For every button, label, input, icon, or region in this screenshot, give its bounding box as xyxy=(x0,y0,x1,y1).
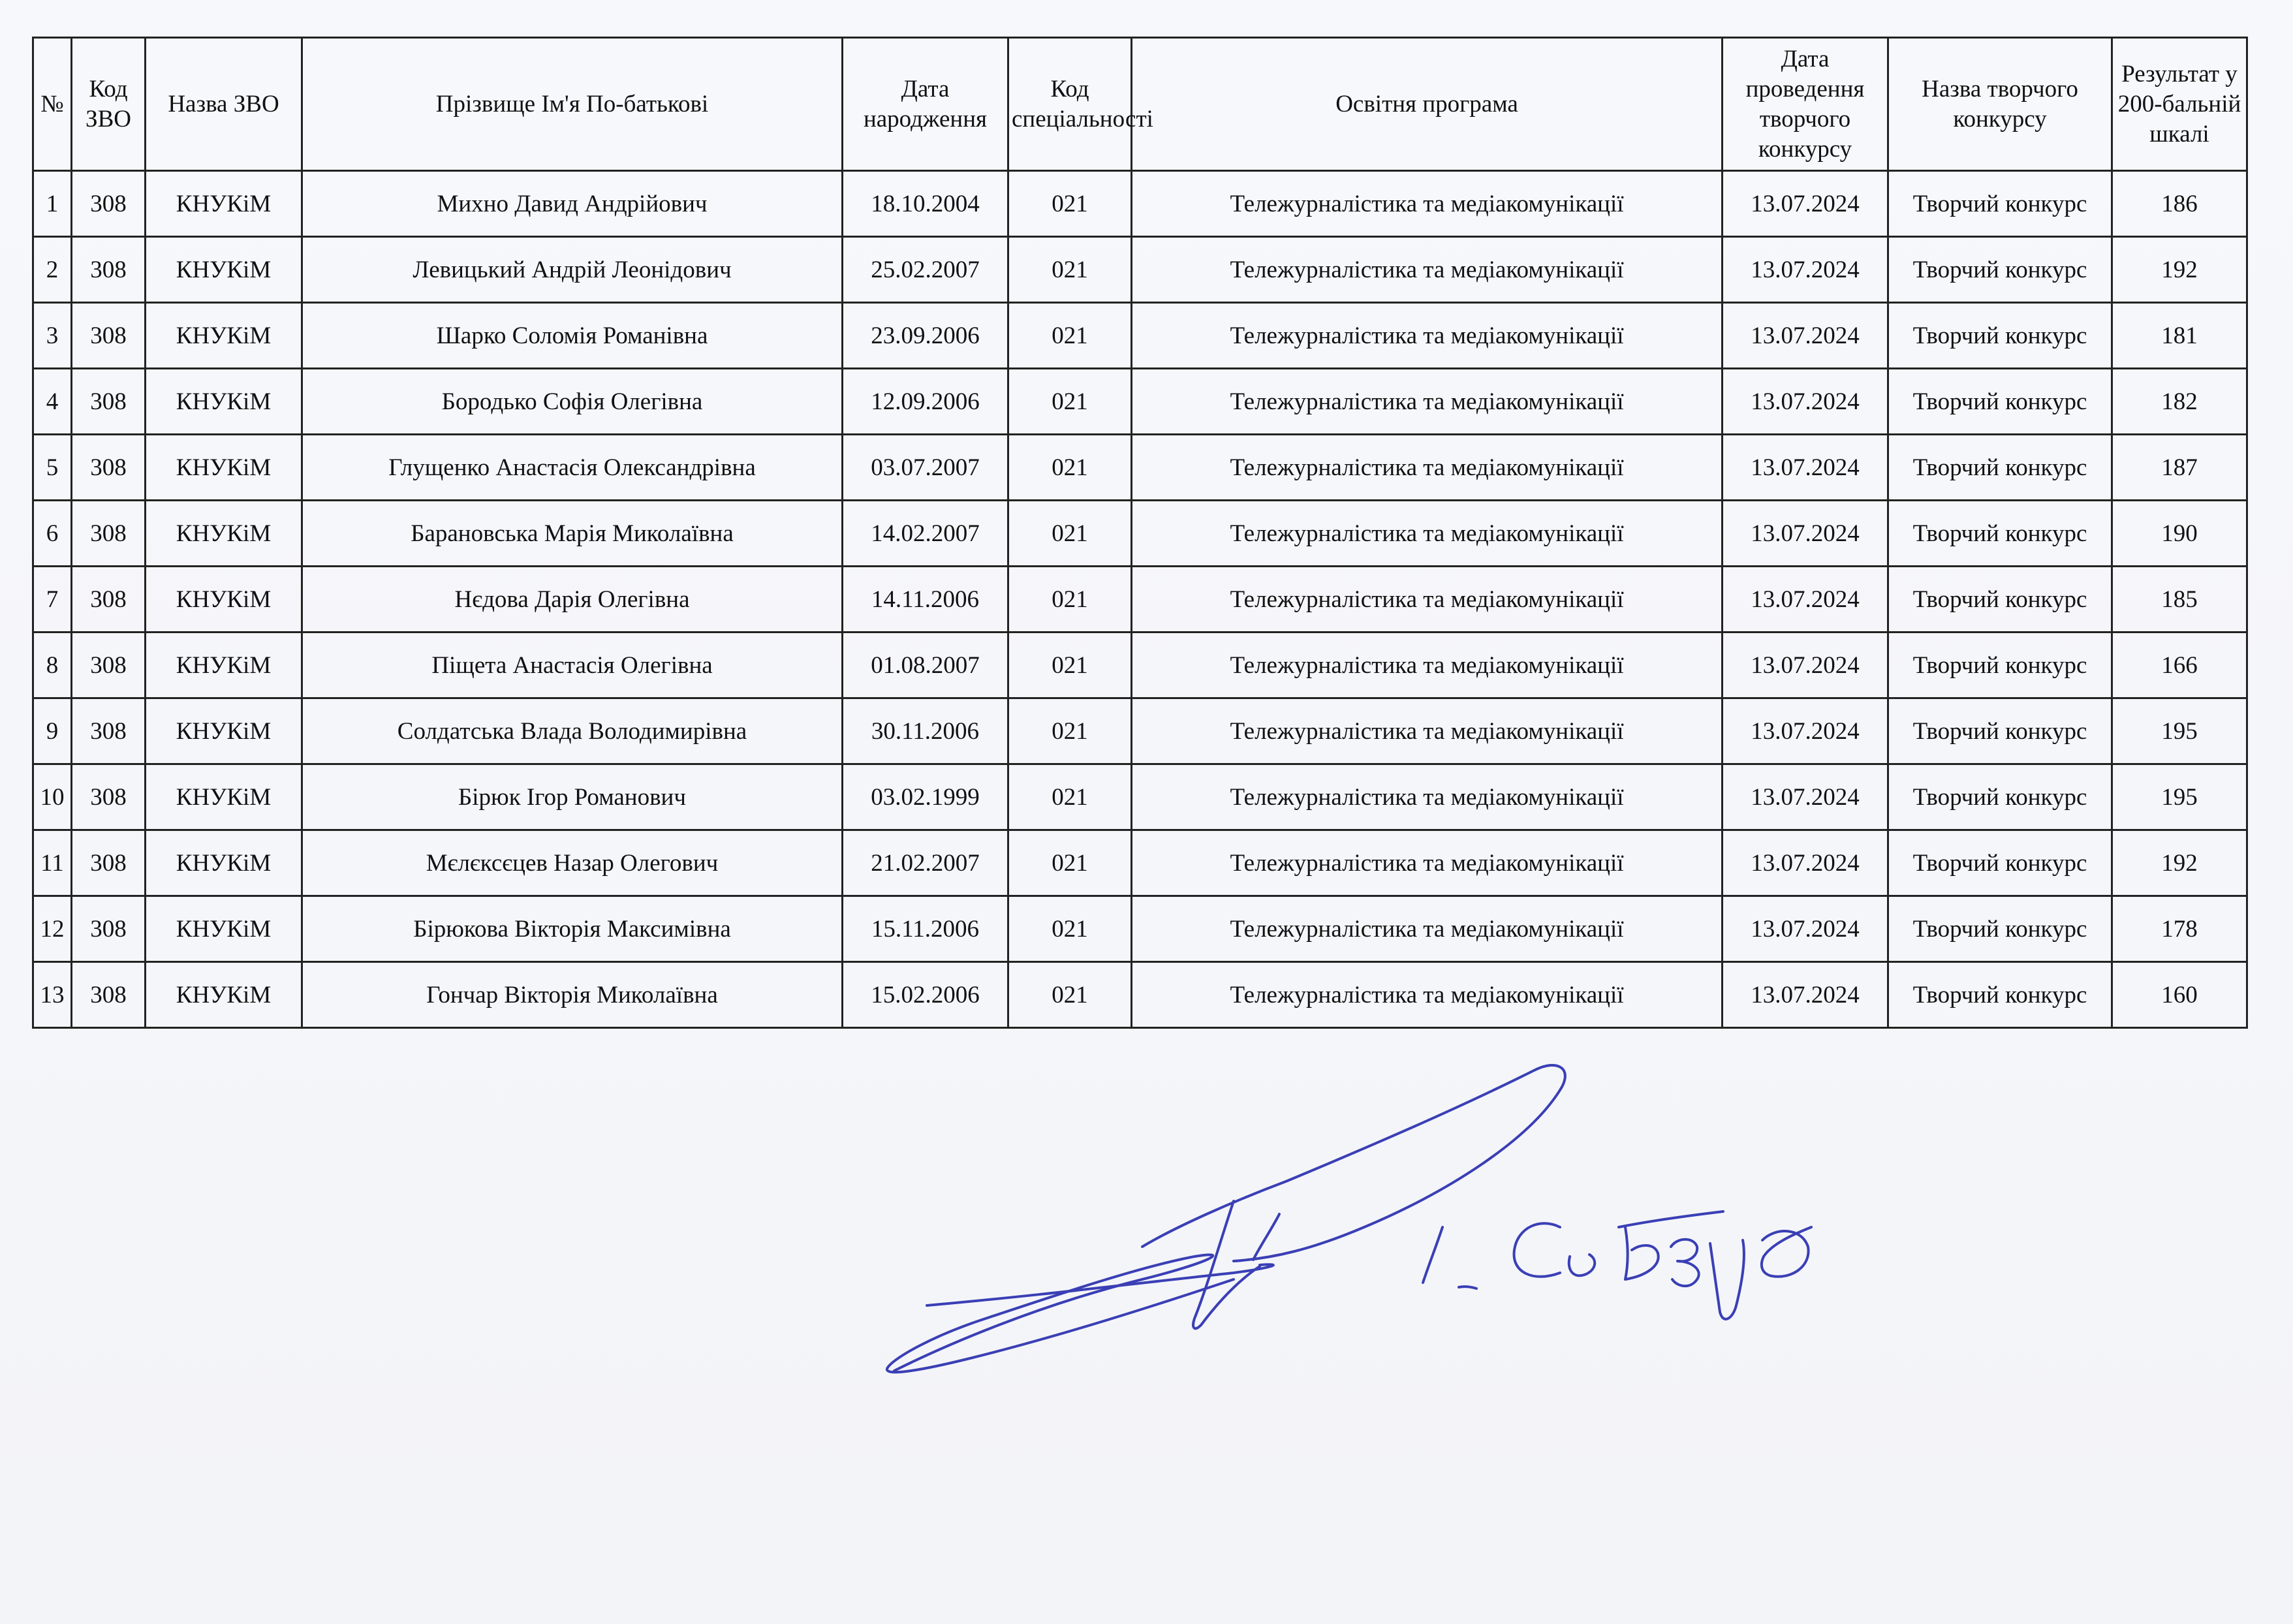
birth-date-cell: 12.09.2006 xyxy=(843,369,1008,435)
program-cell: Тележурналістика та медіакомунікації xyxy=(1132,830,1723,896)
institution-code-cell: 308 xyxy=(72,369,146,435)
column-header: Назва творчого конкурсу xyxy=(1888,38,2112,171)
score-cell: 181 xyxy=(2112,303,2247,369)
row-number-cell: 12 xyxy=(33,896,72,962)
contest-name-cell: Творчий конкурс xyxy=(1888,698,2112,764)
contest-date-cell: 13.07.2024 xyxy=(1723,303,1888,369)
column-header: Результат у 200-бальній шкалі xyxy=(2112,38,2247,171)
contest-name-cell: Творчий конкурс xyxy=(1888,567,2112,632)
table-row xyxy=(33,435,2247,501)
institution-name-cell: КНУКіМ xyxy=(146,632,302,698)
contest-date-cell: 13.07.2024 xyxy=(1723,896,1888,962)
institution-name-cell: КНУКіМ xyxy=(146,896,302,962)
row-number-cell: 2 xyxy=(33,237,72,303)
specialty-code-cell: 021 xyxy=(1008,698,1132,764)
program-cell: Тележурналістика та медіакомунікації xyxy=(1132,501,1723,567)
row-number-cell: 5 xyxy=(33,435,72,501)
table-body xyxy=(33,171,2247,1028)
institution-code-cell: 308 xyxy=(72,698,146,764)
institution-name-cell: КНУКіМ xyxy=(146,830,302,896)
full-name-cell: Солдатська Влада Володимирівна xyxy=(302,698,843,764)
full-name-cell: Бородько Софія Олегівна xyxy=(302,369,843,435)
table-row xyxy=(33,632,2247,698)
specialty-code-cell: 021 xyxy=(1008,369,1132,435)
column-header: Код ЗВО xyxy=(72,38,146,171)
contest-date-cell: 13.07.2024 xyxy=(1723,830,1888,896)
header-row xyxy=(33,38,2247,171)
score-cell: 185 xyxy=(2112,567,2247,632)
birth-date-cell: 21.02.2007 xyxy=(843,830,1008,896)
row-number-cell: 7 xyxy=(33,567,72,632)
full-name-cell: Левицький Андрій Леонідович xyxy=(302,237,843,303)
institution-name-cell: КНУКіМ xyxy=(146,237,302,303)
table-row xyxy=(33,567,2247,632)
program-cell: Тележурналістика та медіакомунікації xyxy=(1132,567,1723,632)
contest-date-cell: 13.07.2024 xyxy=(1723,632,1888,698)
birth-date-cell: 14.11.2006 xyxy=(843,567,1008,632)
specialty-code-cell: 021 xyxy=(1008,830,1132,896)
contest-date-cell: 13.07.2024 xyxy=(1723,435,1888,501)
contest-date-cell: 13.07.2024 xyxy=(1723,237,1888,303)
program-cell: Тележурналістика та медіакомунікації xyxy=(1132,632,1723,698)
birth-date-cell: 25.02.2007 xyxy=(843,237,1008,303)
program-cell: Тележурналістика та медіакомунікації xyxy=(1132,896,1723,962)
birth-date-cell: 03.07.2007 xyxy=(843,435,1008,501)
birth-date-cell: 01.08.2007 xyxy=(843,632,1008,698)
contest-name-cell: Творчий конкурс xyxy=(1888,369,2112,435)
full-name-cell: Барановська Марія Миколаївна xyxy=(302,501,843,567)
institution-code-cell: 308 xyxy=(72,764,146,830)
column-header: Назва ЗВО xyxy=(146,38,302,171)
column-header: Код спеціальності xyxy=(1008,38,1132,171)
score-cell: 192 xyxy=(2112,830,2247,896)
institution-name-cell: КНУКіМ xyxy=(146,567,302,632)
program-cell: Тележурналістика та медіакомунікації xyxy=(1132,237,1723,303)
contest-date-cell: 13.07.2024 xyxy=(1723,698,1888,764)
contest-name-cell: Творчий конкурс xyxy=(1888,237,2112,303)
institution-name-cell: КНУКіМ xyxy=(146,303,302,369)
full-name-cell: Нєдова Дарія Олегівна xyxy=(302,567,843,632)
institution-name-cell: КНУКіМ xyxy=(146,435,302,501)
institution-code-cell: 308 xyxy=(72,830,146,896)
specialty-code-cell: 021 xyxy=(1008,171,1132,237)
handwritten-signature xyxy=(868,1031,1939,1384)
table-row xyxy=(33,303,2247,369)
birth-date-cell: 03.02.1999 xyxy=(843,764,1008,830)
specialty-code-cell: 021 xyxy=(1008,567,1132,632)
institution-code-cell: 308 xyxy=(72,435,146,501)
institution-code-cell: 308 xyxy=(72,171,146,237)
institution-name-cell: КНУКіМ xyxy=(146,369,302,435)
specialty-code-cell: 021 xyxy=(1008,896,1132,962)
score-cell: 160 xyxy=(2112,962,2247,1028)
specialty-code-cell: 021 xyxy=(1008,764,1132,830)
specialty-code-cell: 021 xyxy=(1008,435,1132,501)
row-number-cell: 9 xyxy=(33,698,72,764)
table-row xyxy=(33,171,2247,237)
contest-date-cell: 13.07.2024 xyxy=(1723,369,1888,435)
specialty-code-cell: 021 xyxy=(1008,303,1132,369)
table-row xyxy=(33,698,2247,764)
program-cell: Тележурналістика та медіакомунікації xyxy=(1132,435,1723,501)
full-name-cell: Піщета Анастасія Олегівна xyxy=(302,632,843,698)
full-name-cell: Михно Давид Андрійович xyxy=(302,171,843,237)
row-number-cell: 13 xyxy=(33,962,72,1028)
birth-date-cell: 15.11.2006 xyxy=(843,896,1008,962)
specialty-code-cell: 021 xyxy=(1008,237,1132,303)
contest-date-cell: 13.07.2024 xyxy=(1723,171,1888,237)
institution-code-cell: 308 xyxy=(72,632,146,698)
score-cell: 182 xyxy=(2112,369,2247,435)
program-cell: Тележурналістика та медіакомунікації xyxy=(1132,962,1723,1028)
score-cell: 178 xyxy=(2112,896,2247,962)
institution-name-cell: КНУКіМ xyxy=(146,764,302,830)
row-number-cell: 4 xyxy=(33,369,72,435)
institution-code-cell: 308 xyxy=(72,303,146,369)
institution-code-cell: 308 xyxy=(72,501,146,567)
row-number-cell: 3 xyxy=(33,303,72,369)
contest-date-cell: 13.07.2024 xyxy=(1723,962,1888,1028)
score-cell: 192 xyxy=(2112,237,2247,303)
program-cell: Тележурналістика та медіакомунікації xyxy=(1132,698,1723,764)
specialty-code-cell: 021 xyxy=(1008,632,1132,698)
full-name-cell: Бірюк Ігор Романович xyxy=(302,764,843,830)
full-name-cell: Гончар Вікторія Миколаївна xyxy=(302,962,843,1028)
column-header: Прізвище Ім'я По-батькові xyxy=(302,38,843,171)
table-row xyxy=(33,830,2247,896)
full-name-cell: Мєлєксєцев Назар Олегович xyxy=(302,830,843,896)
table-row xyxy=(33,962,2247,1028)
program-cell: Тележурналістика та медіакомунікації xyxy=(1132,303,1723,369)
column-header: № xyxy=(33,38,72,171)
column-header: Освітня програма xyxy=(1132,38,1723,171)
institution-code-cell: 308 xyxy=(72,567,146,632)
institution-name-cell: КНУКіМ xyxy=(146,501,302,567)
birth-date-cell: 14.02.2007 xyxy=(843,501,1008,567)
institution-name-cell: КНУКіМ xyxy=(146,698,302,764)
full-name-cell: Шарко Соломія Романівна xyxy=(302,303,843,369)
contest-name-cell: Творчий конкурс xyxy=(1888,962,2112,1028)
program-cell: Тележурналістика та медіакомунікації xyxy=(1132,764,1723,830)
table-row xyxy=(33,764,2247,830)
table-row xyxy=(33,237,2247,303)
column-header: Дата проведення творчого конкурсу xyxy=(1723,38,1888,171)
table-row xyxy=(33,369,2247,435)
birth-date-cell: 18.10.2004 xyxy=(843,171,1008,237)
birth-date-cell: 15.02.2006 xyxy=(843,962,1008,1028)
score-cell: 186 xyxy=(2112,171,2247,237)
row-number-cell: 1 xyxy=(33,171,72,237)
results-table xyxy=(32,37,2248,1029)
contest-date-cell: 13.07.2024 xyxy=(1723,764,1888,830)
row-number-cell: 11 xyxy=(33,830,72,896)
full-name-cell: Бірюкова Вікторія Максимівна xyxy=(302,896,843,962)
institution-name-cell: КНУКіМ xyxy=(146,962,302,1028)
score-cell: 187 xyxy=(2112,435,2247,501)
table-header xyxy=(33,38,2247,171)
contest-name-cell: Творчий конкурс xyxy=(1888,830,2112,896)
score-cell: 195 xyxy=(2112,698,2247,764)
contest-name-cell: Творчий конкурс xyxy=(1888,501,2112,567)
table-row xyxy=(33,896,2247,962)
column-header: Дата народження xyxy=(843,38,1008,171)
row-number-cell: 10 xyxy=(33,764,72,830)
contest-name-cell: Творчий конкурс xyxy=(1888,303,2112,369)
score-cell: 190 xyxy=(2112,501,2247,567)
specialty-code-cell: 021 xyxy=(1008,501,1132,567)
specialty-code-cell: 021 xyxy=(1008,962,1132,1028)
program-cell: Тележурналістика та медіакомунікації xyxy=(1132,171,1723,237)
row-number-cell: 8 xyxy=(33,632,72,698)
contest-name-cell: Творчий конкурс xyxy=(1888,896,2112,962)
contest-date-cell: 13.07.2024 xyxy=(1723,567,1888,632)
birth-date-cell: 30.11.2006 xyxy=(843,698,1008,764)
birth-date-cell: 23.09.2006 xyxy=(843,303,1008,369)
table-row xyxy=(33,501,2247,567)
institution-code-cell: 308 xyxy=(72,896,146,962)
contest-name-cell: Творчий конкурс xyxy=(1888,764,2112,830)
program-cell: Тележурналістика та медіакомунікації xyxy=(1132,369,1723,435)
institution-code-cell: 308 xyxy=(72,237,146,303)
contest-name-cell: Творчий конкурс xyxy=(1888,632,2112,698)
score-cell: 166 xyxy=(2112,632,2247,698)
full-name-cell: Глущенко Анастасія Олександрівна xyxy=(302,435,843,501)
contest-date-cell: 13.07.2024 xyxy=(1723,501,1888,567)
score-cell: 195 xyxy=(2112,764,2247,830)
contest-name-cell: Творчий конкурс xyxy=(1888,435,2112,501)
row-number-cell: 6 xyxy=(33,501,72,567)
contest-name-cell: Творчий конкурс xyxy=(1888,171,2112,237)
institution-name-cell: КНУКіМ xyxy=(146,171,302,237)
institution-code-cell: 308 xyxy=(72,962,146,1028)
